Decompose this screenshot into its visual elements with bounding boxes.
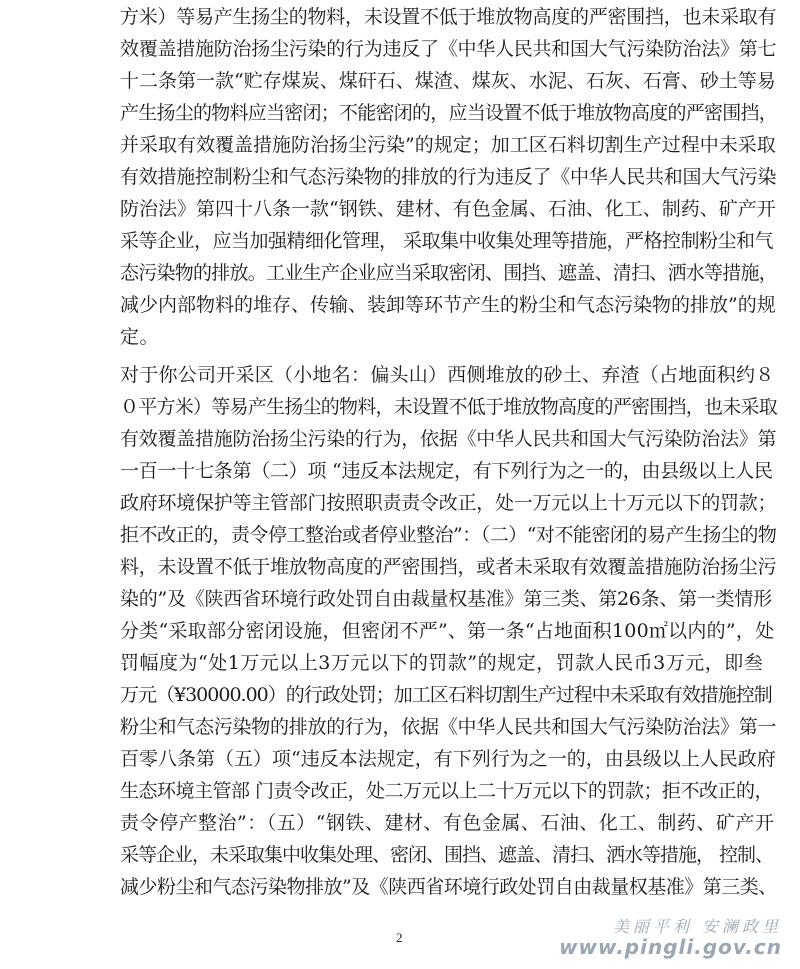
text-line: 采等企业，未采取集中收集处理、密闭、围挡、遮盖、清扫、洒水等措施， 控制、 (120, 844, 774, 866)
site-watermark (559, 914, 782, 959)
watermark-url: www.pingli.gov.cn (559, 935, 782, 959)
text-line: 减少粉尘和气态污染物排放”及《陕西省环境行政处罚自由裁量权基准》第三类、 (120, 876, 777, 898)
text-line: 防治法》第四十八条一款“钢铁、建材、有色金属、石油、化工、制药、矿产开 (120, 198, 776, 220)
text-line: 政府环境保护等主管部门按照职责责令改正，处一万元以上十万元以下的罚款； (120, 492, 777, 514)
text-line: 采等企业，应当加强精细化管理， 采取集中收集处理等措施，严格控制粉尘和气 (120, 230, 774, 252)
page-number: 2 (396, 930, 403, 945)
text-line: 染的”及《陕西省环境行政处罚自由裁量权基准》第三类、第26条、第一类情形 (120, 588, 772, 610)
text-line: 有效措施控制粉尘和气态污染物的排放的行为违反了《中华人民共和国大气污染 (120, 166, 777, 188)
text-line: 有效覆盖措施防治扬尘污染的行为，依据《中华人民共和国大气污染防治法》第 (120, 428, 777, 450)
text-line: 十二条第一款“贮存煤炭、煤矸石、煤渣、煤灰、水泥、石灰、石膏、砂土等易 (120, 70, 776, 92)
text-line: 万元（¥30000.00）的行政处罚；加工区石料切割生产过程中未采取有效措施控制 (120, 684, 772, 706)
text-line: 粉尘和气态污染物的排放的行为，依据《中华人民共和国大气污染防治法》第一 (120, 716, 777, 738)
text-line: 拒不改正的，责令停工整治或者停业整治”：（二）“对不能密闭的易产生扬尘的物 (120, 524, 777, 546)
text-line: 方米）等易产生扬尘的物料，未设置不低于堆放物高度的严密围挡，也未采取有 (120, 6, 777, 28)
text-line: 并采取有效覆盖措施防治扬尘污染”的规定；加工区石料切割生产过程中未采取 (120, 134, 776, 156)
text-line: 减少内部物料的堆存、传输、装卸等环节产生的粉尘和气态污染物的排放”的规 (120, 294, 776, 316)
watermark-slogan: 美丽平利 安澜政里 (612, 917, 782, 936)
text-line: 罚幅度为“处1万元以上3万元以下的罚款”的规定，罚款人民币3万元，即叁 (120, 652, 764, 674)
text-line: 分类“采取部分密闭设施，但密闭不严”、第一条“占地面积100㎡以内的”，处 (120, 620, 775, 642)
text-line: 效覆盖措施防治扬尘污染的行为违反了《中华人民共和国大气污染防治法》第七 (120, 38, 777, 60)
text-line: 产生扬尘的物料应当密闭；不能密闭的，应当设置不低于堆放物高度的严密围挡， (120, 102, 778, 124)
text-line: 一百一十七条第（二）项 “违反本法规定，有下列行为之一的，由县级以上人民 (120, 460, 773, 482)
text-line: 生态环境主管部 门责令改正，处二万元以上二十万元以下的罚款；拒不改正的， (120, 780, 774, 802)
text-line: 对于你公司开采区（小地名：偏头山）西侧堆放的砂土、弃渣（占地面积约８ (120, 364, 775, 386)
text-line: 定。 (120, 326, 160, 348)
text-line: 态污染物的排放。工业生产企业应当采取密闭、围挡、遮盖、清扫、洒水等措施， (120, 262, 778, 284)
text-line: ０平方米）等易产生扬尘的物料，未设置不低于堆放物高度的严密围挡，也未采取 (120, 396, 778, 418)
text-line: 百零八条第（五）项“违反本法规定，有下列行为之一的，由县级以上人民政府 (120, 748, 776, 770)
text-line: 料，未设置不低于堆放物高度的严密围挡，或者未采取有效覆盖措施防治扬尘污 (120, 556, 777, 578)
text-line: 责令停产整治”：（五）“钢铁、建材、有色金属、石油、化工、制药、矿产开 (120, 812, 775, 834)
